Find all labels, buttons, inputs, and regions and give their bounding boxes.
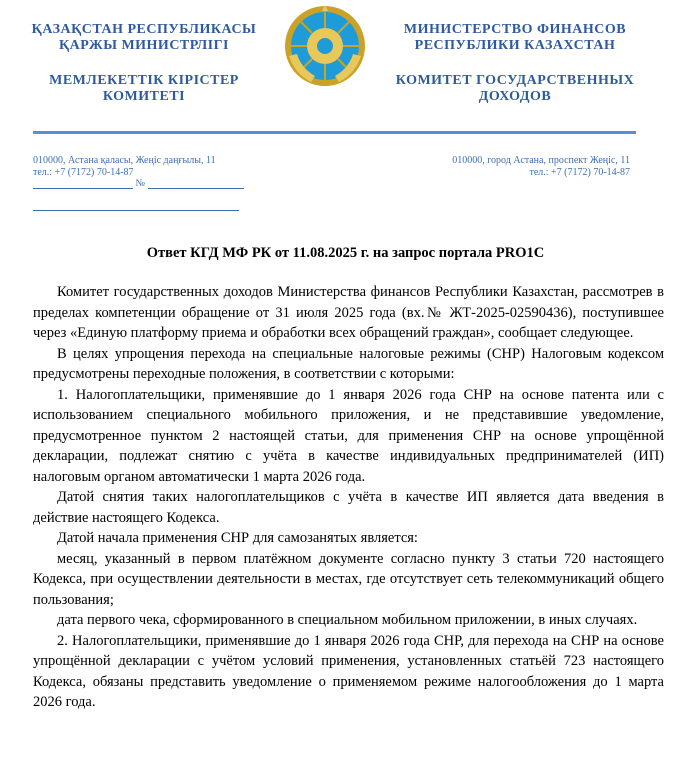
paragraph: Комитет государственных доходов Министерства финансов Республики Казахстан, рассмотрев в пределах компетенции обращение от 31 июля 2025 года (вх.№ ЖТ-2025-02590436), поступившее через «Единую платформу приема и обработки всех обращений граждан», сообщает следующее. xyxy=(33,284,664,341)
ru-committee-name: КОМИТЕТ ГОСУДАРСТВЕННЫХ ДОХОДОВ xyxy=(395,73,635,104)
number-sign: № xyxy=(135,178,146,189)
registration-line xyxy=(33,178,244,189)
outgoing-date-blank xyxy=(33,178,133,189)
paragraph: 1. Налогоплательщики, применявшие до 1 января 2026 года СНР на основе патента или с использованием специального мобильного приложения, и не представившие уведомление, предусмотренное пунктом 2 настоящей статьи, для применения СНР на основе упрощённой декларации, подлежат снятию с учёта в качестве индивидуальных предпринимателей (ИП) налоговым органом автоматически 1 марта 2026 года. xyxy=(33,386,664,485)
kz-ministry-name: ҚАЗАҚСТАН РЕСПУБЛИКАСЫ ҚАРЖЫ МИНИСТРЛІГІ xyxy=(31,22,257,53)
header-divider xyxy=(33,131,636,134)
kz-committee-name: МЕМЛЕКЕТТІК КІРІСТЕР КОМИТЕТІ xyxy=(49,73,239,104)
kz-address: 010000, Астана қаласы, Жеңіс даңғылы, 11 тел.: +7 (7172) 70-14-87 xyxy=(33,155,216,178)
paragraph: В целях упрощения перехода на специальные налоговые режимы (СНР) Налоговым кодексом предусмотрены переходные положения, в соответствии с которыми: xyxy=(33,345,664,382)
paragraph: 2. Налогоплательщики, применявшие до 1 января 2026 года СНР, для перехода на СНР на основе упрощённой декларации с учётом условий применения, установленных статьёй 723 настоящего Кодекса, обязаны представить уведомление о применяемом режиме налогообложения до 1 марта 2026 года. xyxy=(33,632,664,710)
ru-address: 010000, город Астана, проспект Жеңіс, 11 тел.: +7 (7172) 70-14-87 xyxy=(452,155,630,178)
letter-body xyxy=(33,282,664,713)
paragraph: Датой начала применения СНР для самозанятых является: xyxy=(57,530,418,546)
kazakhstan-state-emblem-icon xyxy=(283,4,367,88)
ru-ministry-name: МИНИСТЕРСТВО ФИНАНСОВ РЕСПУБЛИКИ КАЗАХСТАН xyxy=(403,22,627,53)
paragraph: дата первого чека, сформированного в специальном мобильном приложении, в иных случаях. xyxy=(57,612,638,628)
addressee-blank xyxy=(33,210,239,211)
document-title: Ответ КГД МФ РК от 11.08.2025 г. на запрос портала PRO1C xyxy=(146,245,545,261)
outgoing-number-blank xyxy=(148,178,244,189)
paragraph: месяц, указанный в первом платёжном документе согласно пункту 3 статьи 720 настоящего Кодекса, при осуществлении деятельности в местах, где отсутствует сеть телекоммуникаций общего пользования; xyxy=(33,550,664,608)
paragraph: Датой снятия таких налогоплательщиков с учёта в качестве ИП является дата введения в действие настоящего Кодекса. xyxy=(33,489,664,526)
letterhead xyxy=(0,0,691,220)
